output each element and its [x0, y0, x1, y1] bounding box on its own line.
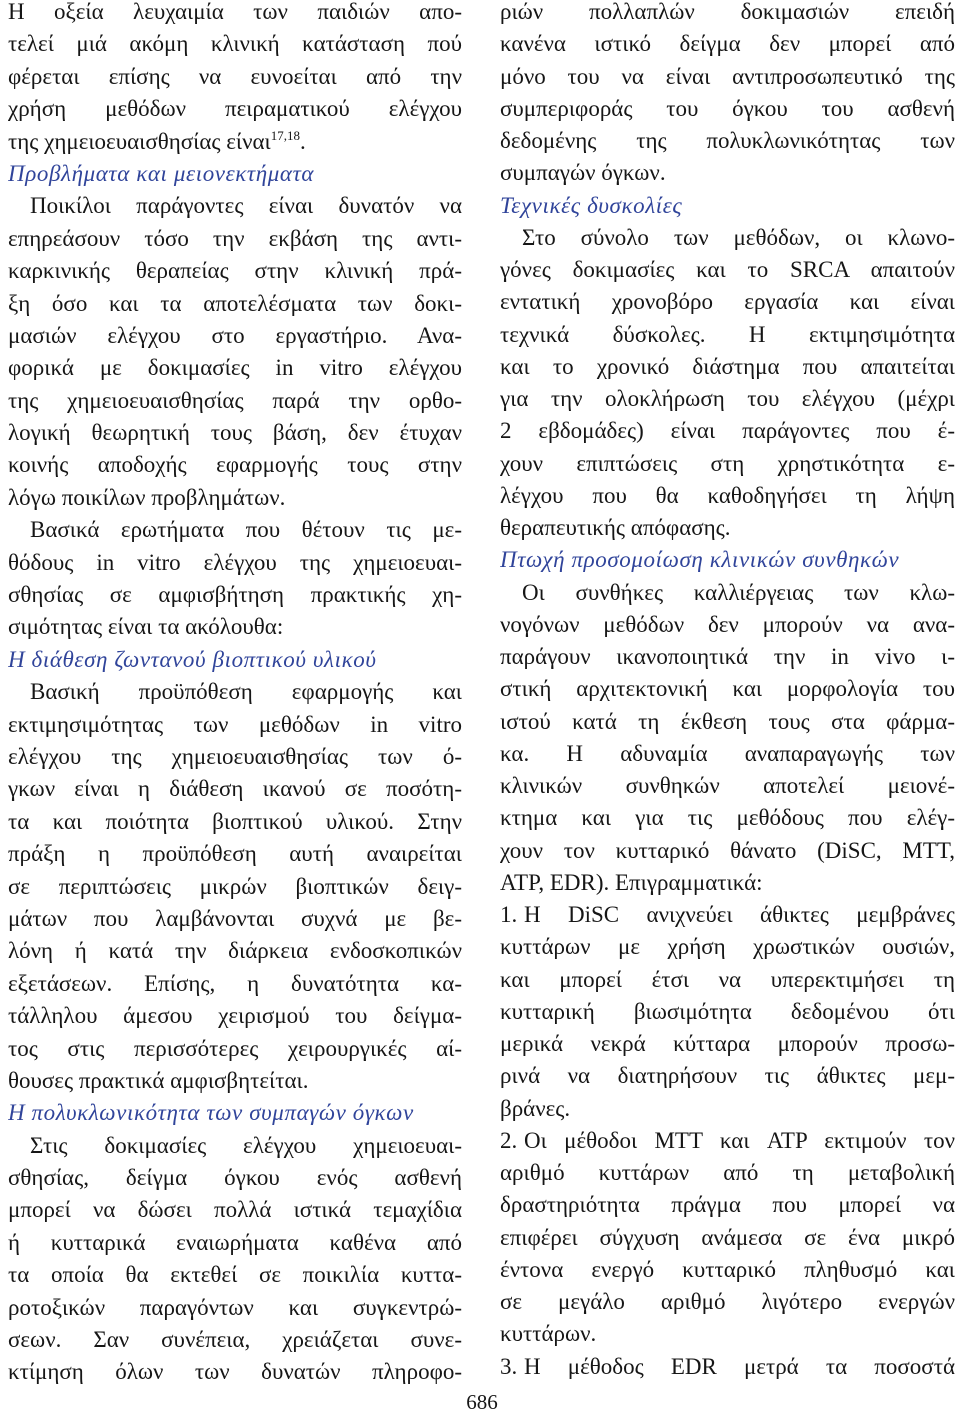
text-line [500, 0, 955, 28]
line-text: λέγχου που θα καθοδηγήσει τη λήψη [500, 482, 955, 508]
line-text: ελέγχου της χημειοευαισθησίας των ό- [8, 743, 462, 769]
text-line [500, 319, 955, 351]
line-text: χουν τον κυτταρικό θάνατο (DiSC, MTT, [500, 837, 955, 863]
line-text: λόγω ποικίλων προβλημάτων. [8, 484, 286, 510]
text-line [8, 903, 462, 935]
line-text: κτίμηση όλων των δυνατών πληροφο- [8, 1359, 462, 1385]
text-line [8, 709, 462, 741]
text-line [500, 1254, 955, 1286]
text-line [500, 1318, 955, 1350]
citation-superscript: 17,18 [270, 127, 300, 143]
line-text: έντονα ενεργό κυτταρικό πληθυσμό και [500, 1256, 955, 1282]
section-heading: Τεχνικές δυσκολίες [500, 192, 683, 218]
paragraph [8, 1130, 462, 1389]
line-text: κανένα ιστικό δείγμα δεν μπορεί από [500, 31, 955, 57]
text-line [500, 899, 955, 931]
line-text: Βασικά ερωτήματα που θέτουν τις με- [30, 517, 462, 543]
text-line [500, 802, 955, 834]
line-text: Η DiSC ανιχνεύει άθικτες μεμβράνες [524, 902, 955, 927]
text-line [8, 579, 462, 611]
line-text: επηρεάσουν τόσο την εκβάση της αντι- [8, 225, 462, 251]
line-text: συμπαγών όγκων. [500, 160, 666, 186]
line-text: μόνο του να είναι αντιπροσωπευτικό της [500, 63, 955, 89]
line-text: χουν επιπτώσεις στη χρηστικότητα ε- [500, 450, 955, 476]
text-line [8, 773, 462, 805]
text-line [500, 577, 955, 609]
line-text: χρήση μεθόδων πειραματικού ελέγχου [8, 96, 462, 122]
list-number: 1. [500, 902, 518, 927]
text-line [500, 1125, 955, 1157]
line-text: λόνη ή κατά την διάρκεια ενδοσκοπικών [8, 938, 462, 964]
text-line [500, 93, 955, 125]
paragraph [8, 514, 462, 644]
line-text: σεων. Σαν συνέπεια, χρειάζεται συνε- [8, 1327, 462, 1353]
text-line [500, 770, 955, 802]
line-text: ριών πολλαπλών δοκιμασιών επειδή [500, 0, 955, 24]
line-text: δεδομένης της πολυκλωνικότητας των [500, 128, 955, 153]
text-line [500, 351, 955, 383]
text-line [500, 706, 955, 738]
line-text: στική αρχιτεκτονική και μορφολογία του [500, 676, 955, 702]
line-text: θόδους in vitro ελέγχου της χημειοευαι- [8, 549, 462, 575]
text-line [500, 738, 955, 770]
line-text: και μπορεί έτσι να υπερεκτιμήσει τη [500, 966, 955, 992]
text-line [8, 449, 462, 481]
text-line [8, 385, 462, 417]
line-text: της χημειοευαισθησίας παρά την ορθο- [8, 387, 462, 413]
text-line [8, 190, 462, 222]
text-line [500, 1157, 955, 1189]
text-line [8, 871, 462, 903]
text-line [8, 482, 462, 514]
text-line [8, 1324, 462, 1356]
line-text: γόνες δοκιμασίες και το SRCA απαιτούν [500, 257, 955, 282]
line-text: μερικά νεκρά κύτταρα μπορούν προσω- [500, 1031, 955, 1056]
text-line [500, 415, 955, 447]
text-line [500, 286, 955, 318]
line-text: μάτων που λαμβάνονται συχνά με βε- [8, 905, 462, 931]
text-line [8, 547, 462, 579]
line-text: Οι συνθήκες καλλιέργειας των κλω- [522, 579, 955, 605]
line-text: κυτταρική βιωσιμότητα δεδομένου ότι [500, 998, 955, 1024]
section-heading: Η διάθεση ζωντανού βιοπτικού υλικού [8, 646, 377, 672]
text-line [500, 609, 955, 641]
line-text: κλινικών συνθηκών αποτελεί μειονέ- [500, 773, 955, 798]
text-line [500, 157, 955, 189]
text-line [8, 320, 462, 352]
text-line [8, 0, 462, 28]
text-line [500, 835, 955, 867]
line-text: ATP, EDR). Επιγραμματικά: [500, 869, 763, 895]
line-text: εντατική χρονοβόρο εργασία και είναι [500, 289, 955, 315]
text-line [500, 1189, 955, 1221]
text-line [500, 931, 955, 963]
line-text: της χημειοευαισθησίας είναι [8, 128, 271, 154]
text-line [8, 93, 462, 125]
line-text: Στο σύνολο των μεθόδων, οι κλωνο- [522, 224, 955, 250]
text-line [8, 288, 462, 320]
line-text: Βασική προϋπόθεση εφαρμογής και [30, 679, 462, 705]
line-text: μπορεί να δώσει πολλά ιστικά τεμαχίδια [8, 1197, 462, 1223]
text-line [500, 996, 955, 1028]
text-line [8, 838, 462, 870]
line-text: ροτοξικών παραγόντων και συγκεντρώ- [8, 1294, 462, 1320]
text-line [8, 514, 462, 546]
line-text: βράνες. [500, 1095, 571, 1121]
line-text: Η οξεία λευχαιμία των παιδιών απο- [8, 0, 462, 24]
line-text: θεραπευτικής απόφασης. [500, 515, 731, 540]
line-text: σθησίας, δείγμα όγκου ενός ασθενή [8, 1165, 462, 1191]
line-text: μασιών ελέγχου στο εργαστήριο. Ανα- [8, 322, 462, 348]
text-line [500, 1222, 955, 1254]
text-line [8, 935, 462, 967]
line-text: τελεί μιά ακόμη κλινική κατάσταση πού [8, 31, 462, 57]
line-text: εκτιμησιμότητας των μεθόδων in vitro [8, 711, 462, 737]
text-line [8, 126, 462, 158]
line-text: ρινά να διατηρήσουν τις άθικτες μεμ- [500, 1063, 955, 1089]
right-column [500, 0, 955, 1383]
line-text: 2 εβδομάδες) είναι παράγοντες που έ- [500, 418, 955, 444]
line-text: τα οποία θα εκτεθεί σε ποικιλία κυττα- [8, 1262, 462, 1288]
paragraph [500, 222, 955, 545]
line-text: νογόνων μεθόδων δεν μπορούν να ανα- [500, 611, 955, 637]
text-line [500, 964, 955, 996]
left-column [8, 0, 462, 1389]
text-line [500, 512, 955, 544]
paragraph [8, 0, 462, 158]
text-line [8, 968, 462, 1000]
text-line [8, 61, 462, 93]
text-line [8, 1356, 462, 1388]
line-text: τα και ποιότητα βιοπτικού υλικού. Στην [8, 808, 462, 834]
text-line [500, 125, 955, 157]
text-line [8, 1292, 462, 1324]
line-text: σε περιπτώσεις μικρών βιοπτικών δειγ- [8, 873, 462, 899]
line-text: γκων είναι η διάθεση ικανού σε ποσότη- [8, 776, 462, 802]
text-line [8, 1162, 462, 1194]
line-text: καρκινικής θεραπείας στην κλινική πρά- [8, 258, 462, 284]
line-text: κτημα και για τις μεθόδους που ελέγ- [500, 805, 955, 831]
line-text: σθησίας σε αμφισβήτηση πρακτικής χη- [8, 582, 462, 608]
line-text: για την ολοκλήρωση του ελέγχου (μέχρι [500, 386, 955, 411]
line-text: Στις δοκιμασίες ελέγχου χημειοευαι- [30, 1132, 462, 1158]
line-text: εξετάσεων. Επίσης, η δυνατότητα κα- [8, 970, 462, 996]
line-text: επιφέρει σύγχυση ανάμεσα σε ένα μικρό [500, 1224, 955, 1250]
line-text: φέρεται επίσης να ευνοείται από την [8, 63, 462, 89]
text-line [8, 352, 462, 384]
line-text: . [300, 128, 306, 154]
line-text: φορικά με δοκιμασίες in vitro ελέγχου [8, 355, 462, 381]
line-text: Η μέθοδος EDR μετρά τα ποσοστά [524, 1353, 955, 1379]
line-text: Οι μέθοδοι MTT και ATP εκτιμούν τον [524, 1127, 955, 1153]
section-heading: Η πολυκλωνικότητα των συμπαγών όγκων [8, 1100, 414, 1126]
text-line [500, 1060, 955, 1092]
line-text: ή κυτταρικά εναιωρήματα καθένα από [8, 1229, 462, 1255]
line-text: αριθμό κυττάρων από τη μεταβολική [500, 1160, 955, 1185]
text-line [500, 867, 955, 899]
line-text: παράγουν ικανοποιητικά την in vivo ι- [500, 644, 955, 669]
text-line [500, 480, 955, 512]
line-text: συμπεριφοράς του όγκου του ασθενή [500, 95, 955, 121]
line-text: σιμότητας είναι τα ακόλουθα: [8, 614, 284, 640]
text-line [500, 61, 955, 93]
text-line [8, 1033, 462, 1065]
text-line [500, 448, 955, 480]
text-line [500, 254, 955, 286]
text-line [500, 641, 955, 673]
text-line [8, 223, 462, 255]
text-line [8, 806, 462, 838]
line-text: σε μεγάλο αριθμό λιγότερο ενεργών [500, 1289, 955, 1314]
line-text: τος στις περισσότερες χειρουργικές αί- [8, 1035, 462, 1061]
text-line [500, 1351, 955, 1383]
text-line [8, 1065, 462, 1097]
paragraph [500, 0, 955, 190]
section-heading: Πτωχή προσομοίωση κλινικών συνθηκών [500, 547, 900, 573]
text-line [500, 1093, 955, 1125]
paragraph [8, 190, 462, 514]
line-text: λογική θεωρητική τους βάση, δεν έτυχαν [8, 420, 462, 446]
paragraph [8, 676, 462, 1097]
line-text: πράξη η προϋπόθεση αυτή αναιρείται [8, 841, 462, 867]
line-text: κυττάρων. [500, 1321, 597, 1347]
section-heading: Προβλήματα και μειονεκτήματα [8, 160, 315, 186]
line-text: δραστηριότητα πράγμα που μπορεί να [500, 1192, 955, 1218]
line-text: κυττάρων με χρήση χρωστικών ουσιών, [500, 934, 955, 960]
line-text: κα. Η αδυναμία αναπαραγωγής των [500, 740, 955, 766]
text-line [8, 28, 462, 60]
text-line [8, 741, 462, 773]
text-line [500, 1028, 955, 1060]
line-text: και το χρονικό διάστημα που απαιτείται [500, 353, 955, 379]
line-text: ξη όσο και τα αποτελέσματα των δοκι- [8, 290, 462, 316]
text-line [500, 1286, 955, 1318]
page-number: 686 [466, 1390, 498, 1414]
numbered-list-item [500, 1125, 955, 1351]
text-line [8, 611, 462, 643]
numbered-list-item [500, 899, 955, 1125]
line-text: τεχνικά δύσκολες. Η εκτιμησιμότητα [500, 321, 955, 347]
text-line [500, 673, 955, 705]
text-line [500, 28, 955, 60]
paragraph [500, 577, 955, 900]
text-line [8, 1194, 462, 1226]
text-line [8, 255, 462, 287]
line-text: κοινής αποδοχής εφαρμογής τους στην [8, 452, 462, 478]
text-line [500, 383, 955, 415]
text-line [8, 676, 462, 708]
text-line [8, 1000, 462, 1032]
text-line [8, 1227, 462, 1259]
line-text: ιστού κατά τη έκθεση τους στα φάρμα- [500, 708, 955, 734]
text-line [8, 1259, 462, 1291]
list-number: 2. [500, 1127, 518, 1153]
list-number: 3. [500, 1353, 518, 1379]
line-text: θουσες πρακτικά αμφισβητείται. [8, 1067, 309, 1093]
line-text: Ποικίλοι παράγοντες είναι δυνατόν να [30, 193, 462, 219]
text-line [8, 417, 462, 449]
text-line [8, 1130, 462, 1162]
text-line [500, 222, 955, 254]
line-text: τάλληλου άμεσου χειρισμού του δείγμα- [8, 1003, 462, 1029]
numbered-list-item [500, 1351, 955, 1383]
